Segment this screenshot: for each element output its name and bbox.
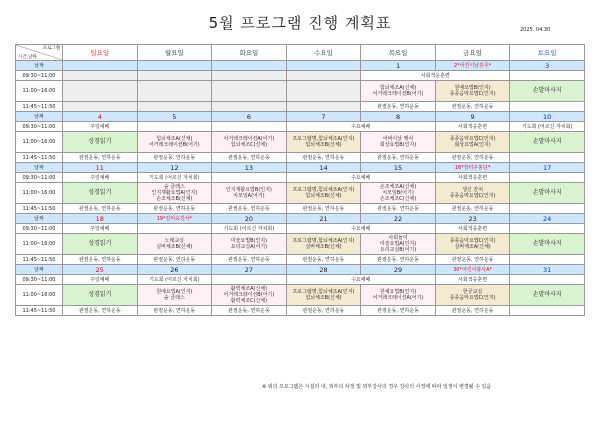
document-date: 2025. 04.30 xyxy=(520,27,551,33)
program-cell: 프로그램명,힘뇌체조A(인지) 힘뇌체조B(신체) xyxy=(286,132,361,153)
exercise-cell: 관절운동, 연하운동 xyxy=(63,255,138,265)
program-cell: 힘뇌체조A(신체) 어거레크레이션B(어기) xyxy=(361,81,436,102)
activity-cell: 사회적응훈련 xyxy=(435,173,510,183)
row-label-time-1: 09:30~11:00 xyxy=(16,224,63,234)
program-cell: 성경읽기 xyxy=(63,132,138,153)
exercise-cell: 관절운동, 연하운동 xyxy=(137,204,212,214)
date-cell: 27 xyxy=(212,265,287,275)
activity-cell xyxy=(510,275,585,285)
exercise-cell: 관절운동, 연하운동 xyxy=(63,204,138,214)
empty-cell xyxy=(63,71,138,81)
exercise-cell: 관절운동, 연하운동 xyxy=(435,153,510,163)
program-cell: 생신 잔치 종종음악요법C(인지) xyxy=(435,183,510,204)
row-label-time-1: 09:30~11:00 xyxy=(16,122,63,132)
schedule-body xyxy=(16,61,585,316)
date-cell: 4 xyxy=(63,112,138,122)
day-header-wed: 수요일 xyxy=(286,45,361,61)
exercise-cell: 관절운동, 연하운동 xyxy=(212,204,287,214)
date-cell: 13 xyxy=(212,163,287,173)
program-cell: 손발마사지 xyxy=(510,132,585,153)
date-cell: 6 xyxy=(212,112,287,122)
date-row xyxy=(16,214,585,224)
row-label-time-2: 11:00~16:00 xyxy=(16,132,63,153)
date-cell: 11 xyxy=(63,163,138,173)
program-cell xyxy=(212,81,287,102)
program-cell: 숲 클래스 인지재활요법A(인지) 손조체조B(신체) xyxy=(137,183,212,204)
exercise-cell: 관절운동, 연하운동 xyxy=(212,255,287,265)
date-cell: 2*어린이날휴무* xyxy=(435,61,510,71)
row-label-time-2: 11:00~16:00 xyxy=(16,234,63,255)
activity-cell xyxy=(510,224,585,234)
day-header-sun: 일요일 xyxy=(63,45,138,61)
schedule-table xyxy=(15,44,585,316)
program-cell: 손발마사지 xyxy=(510,234,585,255)
program-cell xyxy=(286,81,361,102)
exercise-cell: 관절운동, 연하운동 xyxy=(286,255,361,265)
date-cell: 20 xyxy=(212,214,287,224)
date-cell: 16*장터우봉단* xyxy=(435,163,510,173)
date-cell: 21 xyxy=(286,214,361,224)
activity-row-morning xyxy=(16,173,585,183)
date-cell: 18 xyxy=(63,214,138,224)
row-label-time-3: 11:45~11:50 xyxy=(16,153,63,163)
date-cell: 14 xyxy=(286,163,361,173)
exercise-cell xyxy=(286,102,361,112)
exercise-cell xyxy=(510,255,585,265)
exercise-cell: 관절운동, 연하운동 xyxy=(63,153,138,163)
activity-cell: 기도회 (어르신 자치회) xyxy=(212,224,287,234)
activity-cell: 수요예배 xyxy=(286,275,435,285)
program-cell: 힘뇌체조A(신체) 어거레크레이션B(어기) xyxy=(137,132,212,153)
activity-row-morning xyxy=(16,224,585,234)
program-cell: 프로그램명,힘뇌체조A(인지) 실버체조B(신체) xyxy=(286,234,361,255)
date-cell: 8 xyxy=(361,112,436,122)
program-cell: 손발마사지 xyxy=(510,81,585,102)
exercise-cell: 관절운동, 연하운동 xyxy=(137,255,212,265)
date-cell: 31 xyxy=(510,265,585,275)
date-cell: 24 xyxy=(510,214,585,224)
exercise-cell: 관절운동, 연하운동 xyxy=(435,255,510,265)
day-header-sat: 토요일 xyxy=(510,45,585,61)
activity-cell: 주일예배 xyxy=(63,224,138,234)
program-cell: 종종음악요법C(인지) 실버체조A(신체) xyxy=(435,234,510,255)
activity-cell xyxy=(212,122,287,132)
program-cell: 원예요법A(인지) 숲 클래스 xyxy=(137,285,212,306)
exercise-cell: 관절운동, 연하운동 xyxy=(361,204,436,214)
exercise-cell xyxy=(510,102,585,112)
activity-cell xyxy=(137,224,212,234)
activity-row-morning xyxy=(16,71,585,81)
row-label-time-2: 11:00~16:00 xyxy=(16,81,63,102)
program-cell: 종종음악요법C(인지) 회상요법A(인지) xyxy=(435,132,510,153)
activity-cell: 주일예배 xyxy=(63,173,138,183)
date-cell: 22 xyxy=(361,214,436,224)
exercise-cell xyxy=(510,153,585,163)
exercise-cell: 관절운동, 연하운동 xyxy=(435,204,510,214)
activity-row-exercise xyxy=(16,306,585,316)
activity-cell: 사회적응훈련 xyxy=(435,275,510,285)
exercise-cell: 관절운동, 연하운동 xyxy=(212,153,287,163)
date-cell: 23 xyxy=(435,214,510,224)
day-header-thu: 목요일 xyxy=(361,45,436,61)
activity-cell: 주일예배 xyxy=(63,275,138,285)
activity-row-exercise xyxy=(16,204,585,214)
activity-cell xyxy=(137,122,212,132)
activity-cell: 사회적응훈련 xyxy=(361,71,510,81)
program-cell: 미술요법B(인지) 요리교실A(어기) xyxy=(212,234,287,255)
date-cell: 5 xyxy=(137,112,212,122)
day-header-mon: 월요일 xyxy=(137,45,212,61)
date-cell xyxy=(137,61,212,71)
date-cell: 25 xyxy=(63,265,138,275)
row-label-date: 날짜 xyxy=(16,163,63,173)
program-cell: 프로그램명,힘뇌체조A(인지) 힘뇌체조B(신체) xyxy=(286,183,361,204)
program-cell xyxy=(63,81,138,102)
date-cell: 30*어린이봉사A* xyxy=(435,265,510,275)
activity-row-main xyxy=(16,183,585,204)
exercise-cell: 관절운동, 연하운동 xyxy=(137,153,212,163)
activity-cell: 기도회 (어르신 자치회) xyxy=(137,173,212,183)
exercise-cell xyxy=(510,204,585,214)
program-cell: 한궁교실 종종음악요법C(인지) xyxy=(435,285,510,306)
day-header-tue: 화요일 xyxy=(212,45,287,61)
program-cell: 성경읽기 xyxy=(63,183,138,204)
date-cell: 3 xyxy=(510,61,585,71)
row-label-date: 날짜 xyxy=(16,214,63,224)
activity-cell: 사회적응훈련 xyxy=(435,224,510,234)
exercise-cell: 관절운동, 연하운동 xyxy=(361,153,436,163)
exercise-cell: 관절운동, 연하운동 xyxy=(361,306,436,316)
activity-cell xyxy=(510,173,585,183)
activity-row-exercise xyxy=(16,153,585,163)
date-cell xyxy=(286,61,361,71)
activity-cell: 기도회 (어르신 자치회) xyxy=(137,275,212,285)
date-row xyxy=(16,112,585,122)
exercise-cell: 관절운동, 연하운동 xyxy=(435,102,510,112)
date-cell: 9 xyxy=(435,112,510,122)
row-label-date: 날짜 xyxy=(16,265,63,275)
exercise-cell xyxy=(212,102,287,112)
program-cell: 프로그램명,힘뇌체조A(인지) 힘뇌체조B(신체) xyxy=(286,285,361,306)
activity-row-exercise xyxy=(16,102,585,112)
activity-row-morning xyxy=(16,275,585,285)
program-cell: 성경읽기 xyxy=(63,285,138,306)
row-label-time-1: 09:30~11:00 xyxy=(16,71,63,81)
row-label-time-3: 11:45~11:50 xyxy=(16,102,63,112)
corner-cell xyxy=(16,45,63,61)
exercise-cell: 관절운동, 연하운동 xyxy=(286,153,361,163)
row-label-time-3: 11:45~11:50 xyxy=(16,255,63,265)
activity-cell: 사회적응훈련 xyxy=(435,122,510,132)
empty-cell xyxy=(137,71,212,81)
exercise-cell xyxy=(510,306,585,316)
program-cell: 활력체조A(신체) 어거레크레이션B(어기) 활력체조C(신체) xyxy=(212,285,287,306)
exercise-cell: 관절운동, 연하운동 xyxy=(286,306,361,316)
date-cell: 29 xyxy=(361,265,436,275)
program-cell: 어버이날 행사 회상요법B(인지) xyxy=(361,132,436,153)
exercise-cell: 관절운동, 연하운동 xyxy=(361,255,436,265)
activity-cell: 주일예배 xyxy=(63,122,138,132)
activity-cell: 기도회 (어르신 자치회) xyxy=(510,122,585,132)
exercise-cell: 관절운동, 연하운동 xyxy=(137,306,212,316)
program-cell: 어거레크레이션A(어기) 힘뇌체조C(신체) xyxy=(212,132,287,153)
program-cell: 원예요법B(인지) 어거레크레이션A(어기) xyxy=(361,285,436,306)
corner-time-date-label: 시간,날짜 xyxy=(18,55,37,60)
date-cell: 28 xyxy=(286,265,361,275)
activity-cell xyxy=(212,173,287,183)
date-cell: 17 xyxy=(510,163,585,173)
row-label-date: 날짜 xyxy=(16,61,63,71)
date-cell: 19*김미숙강사* xyxy=(137,214,212,224)
empty-cell xyxy=(510,71,585,81)
day-header-fri: 금요일 xyxy=(435,45,510,61)
date-row xyxy=(16,61,585,71)
activity-row-exercise xyxy=(16,255,585,265)
row-label-time-2: 11:00~16:00 xyxy=(16,183,63,204)
program-cell: 사회놀이 미술요법A(인지) 요리교실B(어기) xyxy=(361,234,436,255)
exercise-cell: 관절운동, 연하운동 xyxy=(212,306,287,316)
header-row xyxy=(16,45,585,61)
program-cell: 인지재활요법B(인지) 치모임A(어거) xyxy=(212,183,287,204)
corner-program-label: 프로그램 xyxy=(42,46,60,51)
program-cell: 노래교실 실버체조B(신체) xyxy=(137,234,212,255)
date-cell: 7 xyxy=(286,112,361,122)
date-cell xyxy=(212,61,287,71)
date-row xyxy=(16,265,585,275)
exercise-cell: 관절운동, 연하운동 xyxy=(435,306,510,316)
empty-cell xyxy=(212,71,287,81)
date-row xyxy=(16,163,585,173)
exercise-cell xyxy=(137,102,212,112)
program-cell: 손발마사지 xyxy=(510,183,585,204)
date-cell: 15 xyxy=(361,163,436,173)
row-label-time-2: 11:00~16:00 xyxy=(16,285,63,306)
page-title: 5월 프로그램 진행 계획표 xyxy=(208,14,392,32)
activity-row-main xyxy=(16,81,585,102)
date-cell: 1 xyxy=(361,61,436,71)
exercise-cell: 관절운동, 연하운동 xyxy=(63,306,138,316)
date-cell xyxy=(63,61,138,71)
row-label-time-3: 11:45~11:50 xyxy=(16,204,63,214)
activity-cell: 수요예배 xyxy=(286,122,435,132)
row-label-time-1: 09:30~11:00 xyxy=(16,173,63,183)
row-label-time-1: 09:30~11:00 xyxy=(16,275,63,285)
date-cell: 26 xyxy=(137,265,212,275)
program-cell: 원예요법B(인지) 종종음악요법C(인지) xyxy=(435,81,510,102)
date-cell: 10 xyxy=(510,112,585,122)
activity-row-morning xyxy=(16,122,585,132)
exercise-cell: 관절운동, 연하운동 xyxy=(286,204,361,214)
footnote: ※ 위의 프로그램은 시설의 내, 외부의 사정 및 외부강사의 경우 강사의 사정에 따라 일정이 변경될 수 있음 xyxy=(262,384,492,390)
date-cell: 12 xyxy=(137,163,212,173)
activity-row-main xyxy=(16,132,585,153)
row-label-time-3: 11:45~11:50 xyxy=(16,306,63,316)
program-cell xyxy=(137,81,212,102)
row-label-date: 날짜 xyxy=(16,112,63,122)
exercise-cell xyxy=(63,102,138,112)
activity-cell: 수요예배 xyxy=(286,224,435,234)
empty-cell xyxy=(286,71,361,81)
program-cell: 손발마사지 xyxy=(510,285,585,306)
activity-cell xyxy=(212,275,287,285)
program-cell: 손조체조A(신체) 치모임B(어기) 손조체조C(신체) xyxy=(361,183,436,204)
activity-cell: 수요예배 xyxy=(286,173,435,183)
exercise-cell: 관절운동, 연하운동 xyxy=(361,102,436,112)
activity-row-main xyxy=(16,285,585,306)
program-cell: 성경읽기 xyxy=(63,234,138,255)
activity-row-main xyxy=(16,234,585,255)
